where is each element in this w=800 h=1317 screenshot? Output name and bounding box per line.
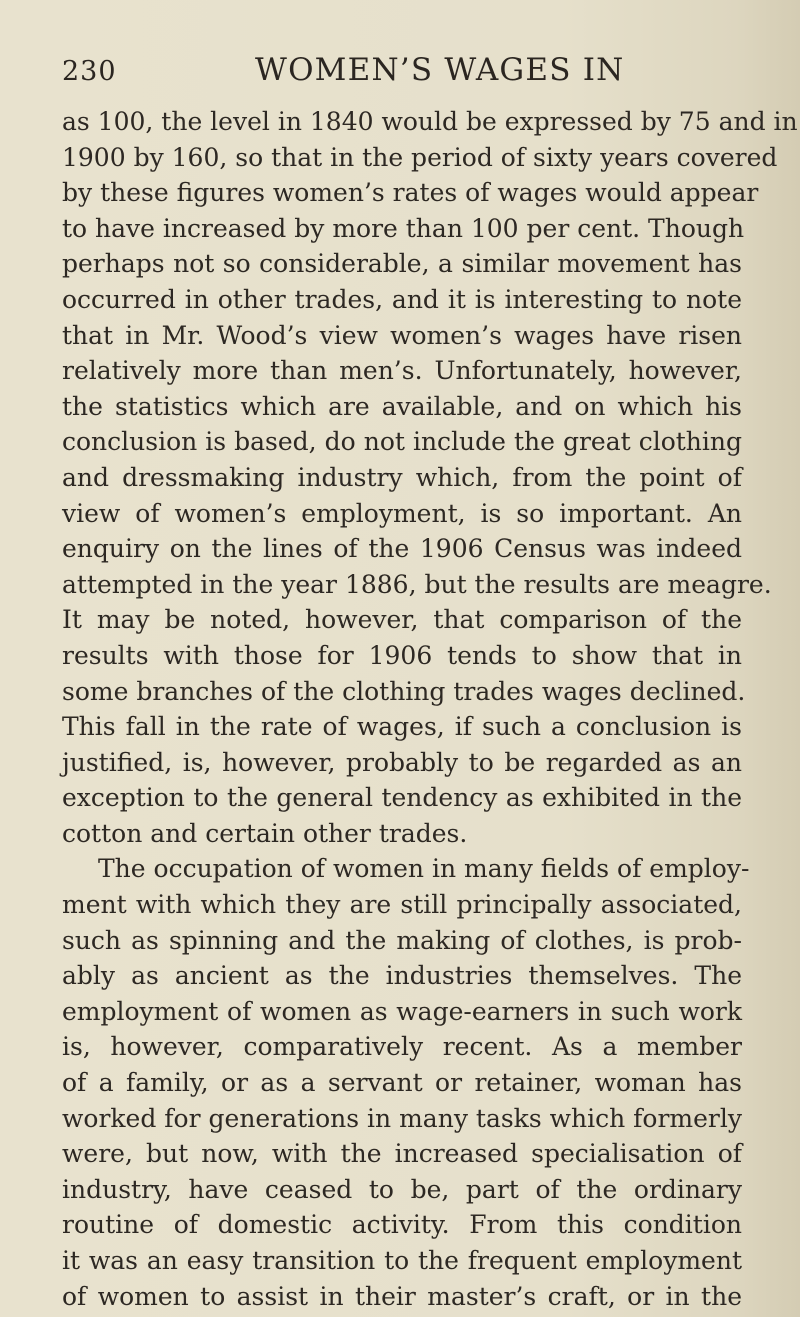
text-line: perhaps not so considerable, a similar movement has	[62, 249, 742, 279]
text-line: routine of domestic activity. From this condition	[62, 1210, 742, 1240]
text-line: 1900 by 160, so that in the period of sixty years covered	[62, 142, 778, 172]
text-line: by these figures women’s rates of wages would appear	[62, 178, 759, 208]
text-line: It may be noted, however, that comparison of the	[62, 605, 742, 635]
text-line: results with those for 1906 tends to show that in	[62, 640, 742, 670]
text-line: ment with which they are still principally associated,	[62, 890, 742, 920]
text-line: This fall in the rate of wages, if such a conclusion is	[62, 712, 742, 742]
text-line: justified, is, however, probably to be regarded as an	[62, 747, 742, 777]
text-line: that in Mr. Wood’s view women’s wages have risen	[62, 320, 742, 350]
text-line: to have increased by more than 100 per cent. Though	[62, 213, 745, 243]
text-line: as 100, the level in 1840 would be expressed by 75 and in	[62, 107, 798, 136]
text-line: employment of women as wage-earners in such work	[62, 996, 742, 1026]
text-line: relatively more than men’s. Unfortunately, however,	[62, 356, 742, 386]
text-line: view of women’s employment, is so important. An	[62, 498, 742, 528]
text-line: ably as ancient as the industries themselves. The	[62, 961, 742, 991]
text-line: it was an easy transition to the frequent employment	[62, 1246, 742, 1275]
text-line: were, but now, with the increased specialisation of	[62, 1139, 742, 1169]
text-line: conclusion is based, do not include the great clothing	[62, 427, 742, 457]
running-head	[62, 50, 742, 94]
running-title: WOMEN’S WAGES IN	[255, 52, 625, 88]
text-line: occurred in other trades, and it is interesting to note	[62, 284, 742, 314]
text-line: the statistics which are available, and on which his	[62, 391, 742, 421]
text-line: such as spinning and the making of clothes, is prob-	[62, 925, 742, 955]
text-line: enquiry on the lines of the 1906 Census was indeed	[62, 534, 742, 564]
text-line: of a family, or as a servant or retainer, woman has	[62, 1068, 742, 1098]
text-line: of women to assist in their master’s craft, or in the	[62, 1281, 742, 1311]
page-number: 230	[62, 56, 117, 87]
text-line: is, however, comparatively recent. As a member	[62, 1032, 742, 1062]
paragraph-start-line: The occupation of women in many fields of employ-	[98, 854, 750, 884]
paragraph-end-line: cotton and certain other trades.	[62, 818, 468, 848]
text-line: and dressmaking industry which, from the point of	[62, 462, 742, 492]
body-text	[62, 104, 798, 1314]
text-line: industry, have ceased to be, part of the ordinary	[62, 1174, 742, 1204]
text-line: some branches of the clothing trades wages declined.	[62, 676, 746, 706]
text-line: worked for generations in many tasks which formerly	[62, 1103, 742, 1133]
text-line: attempted in the year 1886, but the results are meagre.	[62, 569, 772, 599]
text-line: exception to the general tendency as exhibited in the	[62, 783, 742, 813]
